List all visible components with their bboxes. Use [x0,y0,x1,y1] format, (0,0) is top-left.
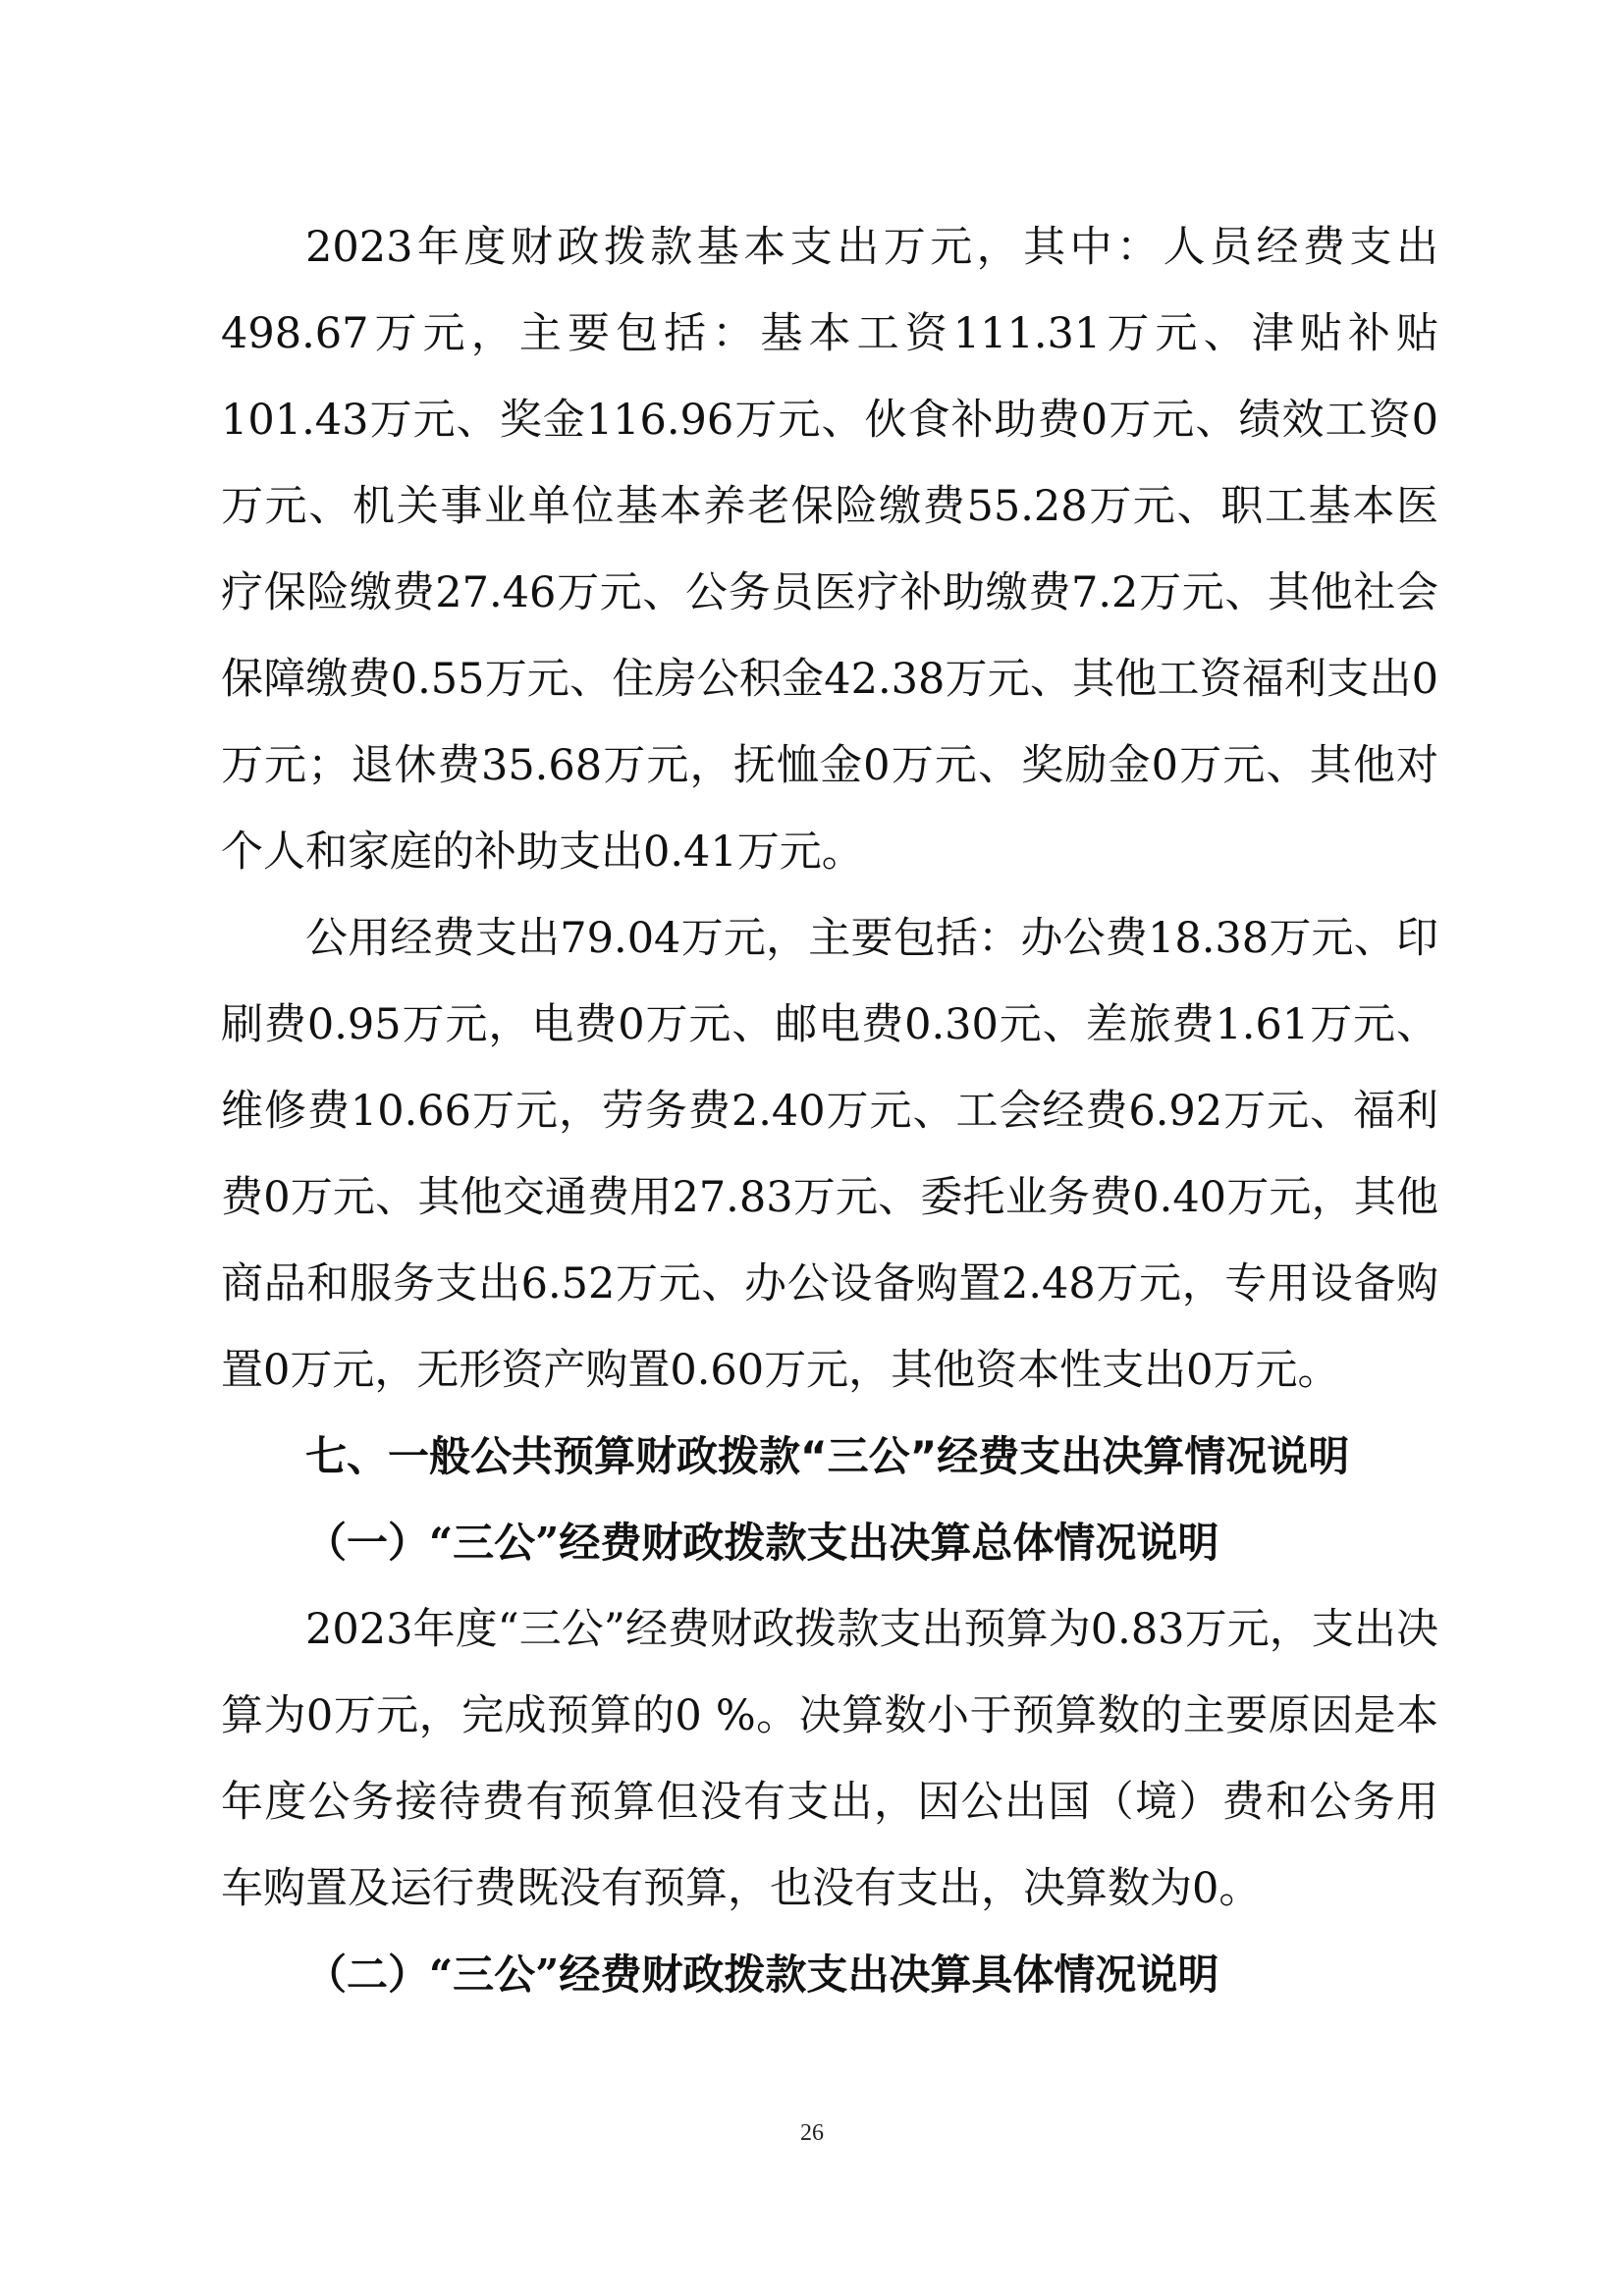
paragraph-public-expenses: 公用经费支出79.04万元，主要包括：办公费18.38万元、印刷费0.95万元，电费0万元、邮电费0.30元、差旅费1.61万元、维修费10.66万元，劳务费2.40万元、工会经费6.92万元、福利费0万元、其他交通费用27.83万元、委托业务费0.40万元，其他商品和服务支出6.52万元、办公设备购置2.48万元，专用设备购置0万元，无形资产购置0.60万元，其他资本性支出0万元。 [221,914,1438,1395]
subsection-heading-overall: （一）“三公”经费财政拨款支出决算总体情况说明 [305,1519,1219,1567]
document-body [221,204,1438,2018]
subsection-heading-details: （二）“三公”经费财政拨款支出决算具体情况说明 [305,1950,1219,1999]
section-heading-three-public-expenses: 七、一般公共预算财政拨款“三公”经费支出决算情况说明 [305,1432,1350,1480]
page-number: 26 [800,2120,824,2146]
paragraph-three-public-overall: 2023年度“三公”经费财政拨款支出预算为0.83万元，支出决算为0万元，完成预算的0 %。决算数小于预算数的主要原因是本年度公务接待费有预算但没有支出，因公出国（境）费和公务用车购置及运行费既没有预算，也没有支出，决算数为0。 [221,1605,1438,1913]
paragraph-personnel-expenses: 2023年度财政拨款基本支出万元，其中：人员经费支出498.67万元，主要包括：基本工资111.31万元、津贴补贴101.43万元、奖金116.96万元、伙食补助费0万元、绩效工资0万元、机关事业单位基本养老保险缴费55.28万元、职工基本医疗保险缴费27.46万元、公务员医疗补助缴费7.2万元、其他社会保障缴费0.55万元、住房公积金42.38万元、其他工资福利支出0万元；退休费35.68万元，抚恤金0万元、奖励金0万元、其他对个人和家庭的补助支出0.41万元。 [221,223,1438,877]
